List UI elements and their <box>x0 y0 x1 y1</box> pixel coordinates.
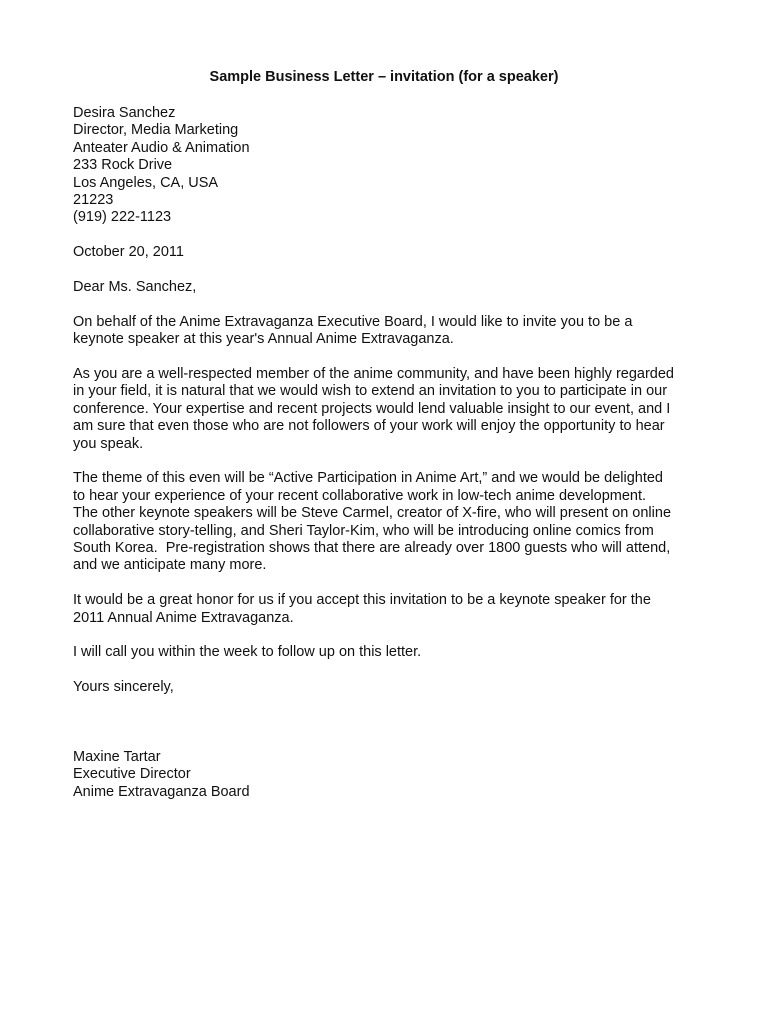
recipient-address <box>73 105 713 227</box>
recipient-street: 233 Rock Drive <box>73 157 173 174</box>
paragraph-line: and we anticipate many more. <box>73 557 267 574</box>
recipient-phone: (919) 222-1123 <box>73 209 172 226</box>
paragraph-2 <box>73 366 713 453</box>
signer-organization: Anime Extravaganza Board <box>73 783 250 800</box>
recipient-zip: 21223 <box>73 192 114 209</box>
letter-date: October 20, 2011 <box>73 244 184 261</box>
paragraph-line: you speak. <box>73 435 144 452</box>
paragraph-line: South Korea. Pre-registration shows that there are already over 1800 guests who will attend, <box>73 540 671 557</box>
paragraph-line: collaborative story-telling, and Sheri Taylor-Kim, who will be introducing online comics from <box>73 522 654 539</box>
paragraph-line: I will call you within the week to follow up on this letter. <box>73 644 422 661</box>
paragraph-line: 2011 Annual Anime Extravaganza. <box>73 609 294 626</box>
recipient-name: Desira Sanchez <box>73 105 176 121</box>
letter-title: Sample Business Letter – invitation (for a speaker) <box>209 69 559 85</box>
signer-title: Executive Director <box>73 766 191 783</box>
paragraph-line: The theme of this even will be “Active Participation in Anime Art,” and we would be delighted <box>73 470 663 487</box>
recipient-title: Director, Media Marketing <box>73 122 239 139</box>
paragraph-line: conference. Your expertise and recent projects would lend valuable insight to our event, and I <box>73 400 671 417</box>
paragraph-3 <box>73 470 713 574</box>
salutation: Dear Ms. Sanchez, <box>73 279 197 296</box>
paragraph-line: As you are a well-respected member of the anime community, and have been highly regarded <box>73 366 674 383</box>
signer-name: Maxine Tartar <box>73 748 161 765</box>
closing: Yours sincerely, <box>73 679 174 696</box>
paragraph-line: On behalf of the Anime Extravaganza Executive Board, I would like to invite you to be a <box>73 313 633 330</box>
letter-body <box>73 105 713 818</box>
recipient-city: Los Angeles, CA, USA <box>73 174 219 191</box>
paragraph-line: am sure that even those who are not followers of your work will enjoy the opportunity to hear <box>73 418 665 435</box>
paragraph-line: keynote speaker at this year's Annual Anime Extravaganza. <box>73 331 454 348</box>
paragraph-line: to hear your experience of your recent collaborative work in low-tech anime development. <box>73 487 647 504</box>
signature-block <box>73 749 713 801</box>
paragraph-4 <box>73 592 713 627</box>
recipient-company: Anteater Audio & Animation <box>73 139 250 156</box>
paragraph-line: in your field, it is natural that we would wish to extend an invitation to you to participate in our <box>73 383 668 400</box>
paragraph-line: The other keynote speakers will be Steve Carmel, creator of X-fire, who will present on online <box>73 505 672 522</box>
signature-space <box>73 697 713 749</box>
paragraph-1 <box>73 314 713 349</box>
paragraph-5 <box>73 644 713 661</box>
paragraph-line: It would be a great honor for us if you accept this invitation to be a keynote speaker for the <box>73 592 651 609</box>
